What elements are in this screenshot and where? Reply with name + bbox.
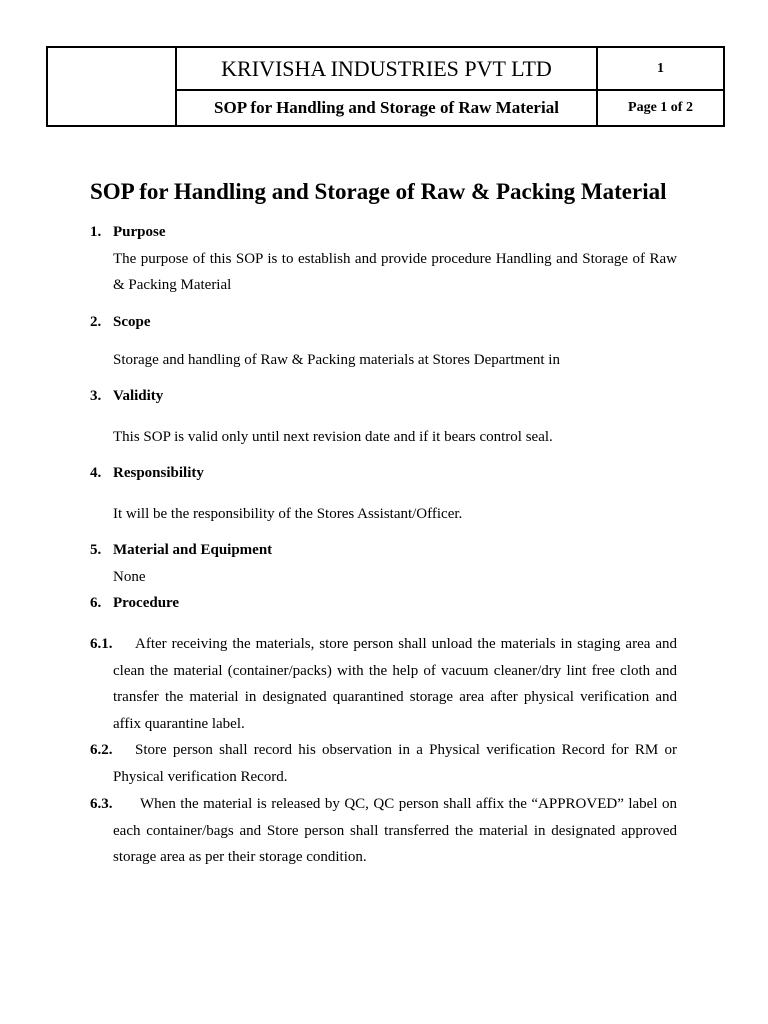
procedure-step [90,631,677,737]
section-title: Validity [113,388,164,404]
sop-header-title: SOP for Handling and Storage of Raw Material [176,90,597,126]
section-body-validity: This SOP is valid only until next revision date and if it bears control seal. [113,429,553,445]
section-number: 1. [90,224,102,240]
procedure-step-number: 6.2. [90,742,113,758]
section-title: Material and Equipment [113,542,273,558]
section-heading-procedure [90,595,179,612]
section-body-scope: Storage and handling of Raw & Packing materials at Stores Department in [113,352,560,368]
procedure-step-text: Store person shall record his observation in a Physical verification Record for RM or Physical verification Record. [113,742,677,785]
section-title: Procedure [113,595,180,611]
section-number: 3. [90,388,102,404]
section-title: Responsibility [113,465,204,481]
section-heading-purpose [90,224,166,241]
section-number: 2. [90,314,102,330]
section-heading-validity [90,388,163,405]
section-number: 5. [90,542,102,558]
section-body-material-equipment: None [113,569,146,585]
company-name: KRIVISHA INDUSTRIES PVT LTD [176,47,597,90]
section-title: Purpose [113,224,166,240]
procedure-step [90,737,677,790]
section-number: 4. [90,465,102,481]
procedure-step [90,791,677,871]
document-header-table [46,46,725,127]
section-body-responsibility: It will be the responsibility of the Stores Assistant/Officer. [113,506,463,522]
section-heading-responsibility [90,465,204,482]
procedure-step-number: 6.3. [90,796,113,812]
page-indicator: Page 1 of 2 [597,90,724,126]
logo-cell [47,47,176,126]
document-title: SOP for Handling and Storage of Raw & Packing Material [90,179,667,204]
procedure-step-number: 6.1. [90,636,113,652]
procedure-step-text: After receiving the materials, store person shall unload the materials in staging area and clean the material (container/packs) with the help of vacuum cleaner/dry lint free cloth and transfer the material in designated quarantined storage area after physical verification and affix quarantine label. [113,636,677,732]
document-number: 1 [597,47,724,90]
section-body-purpose: The purpose of this SOP is to establish and provide procedure Handling and Storage of Raw & Packing Material [113,251,677,293]
section-number: 6. [90,595,102,611]
procedure-step-text: When the material is released by QC, QC person shall affix the “APPROVED” label on each container/bags and Store person shall transferred the material in designated approved storage area as per their storage condition. [113,796,677,865]
section-heading-scope [90,314,151,331]
section-title: Scope [113,314,151,330]
section-heading-material-equipment [90,542,272,559]
